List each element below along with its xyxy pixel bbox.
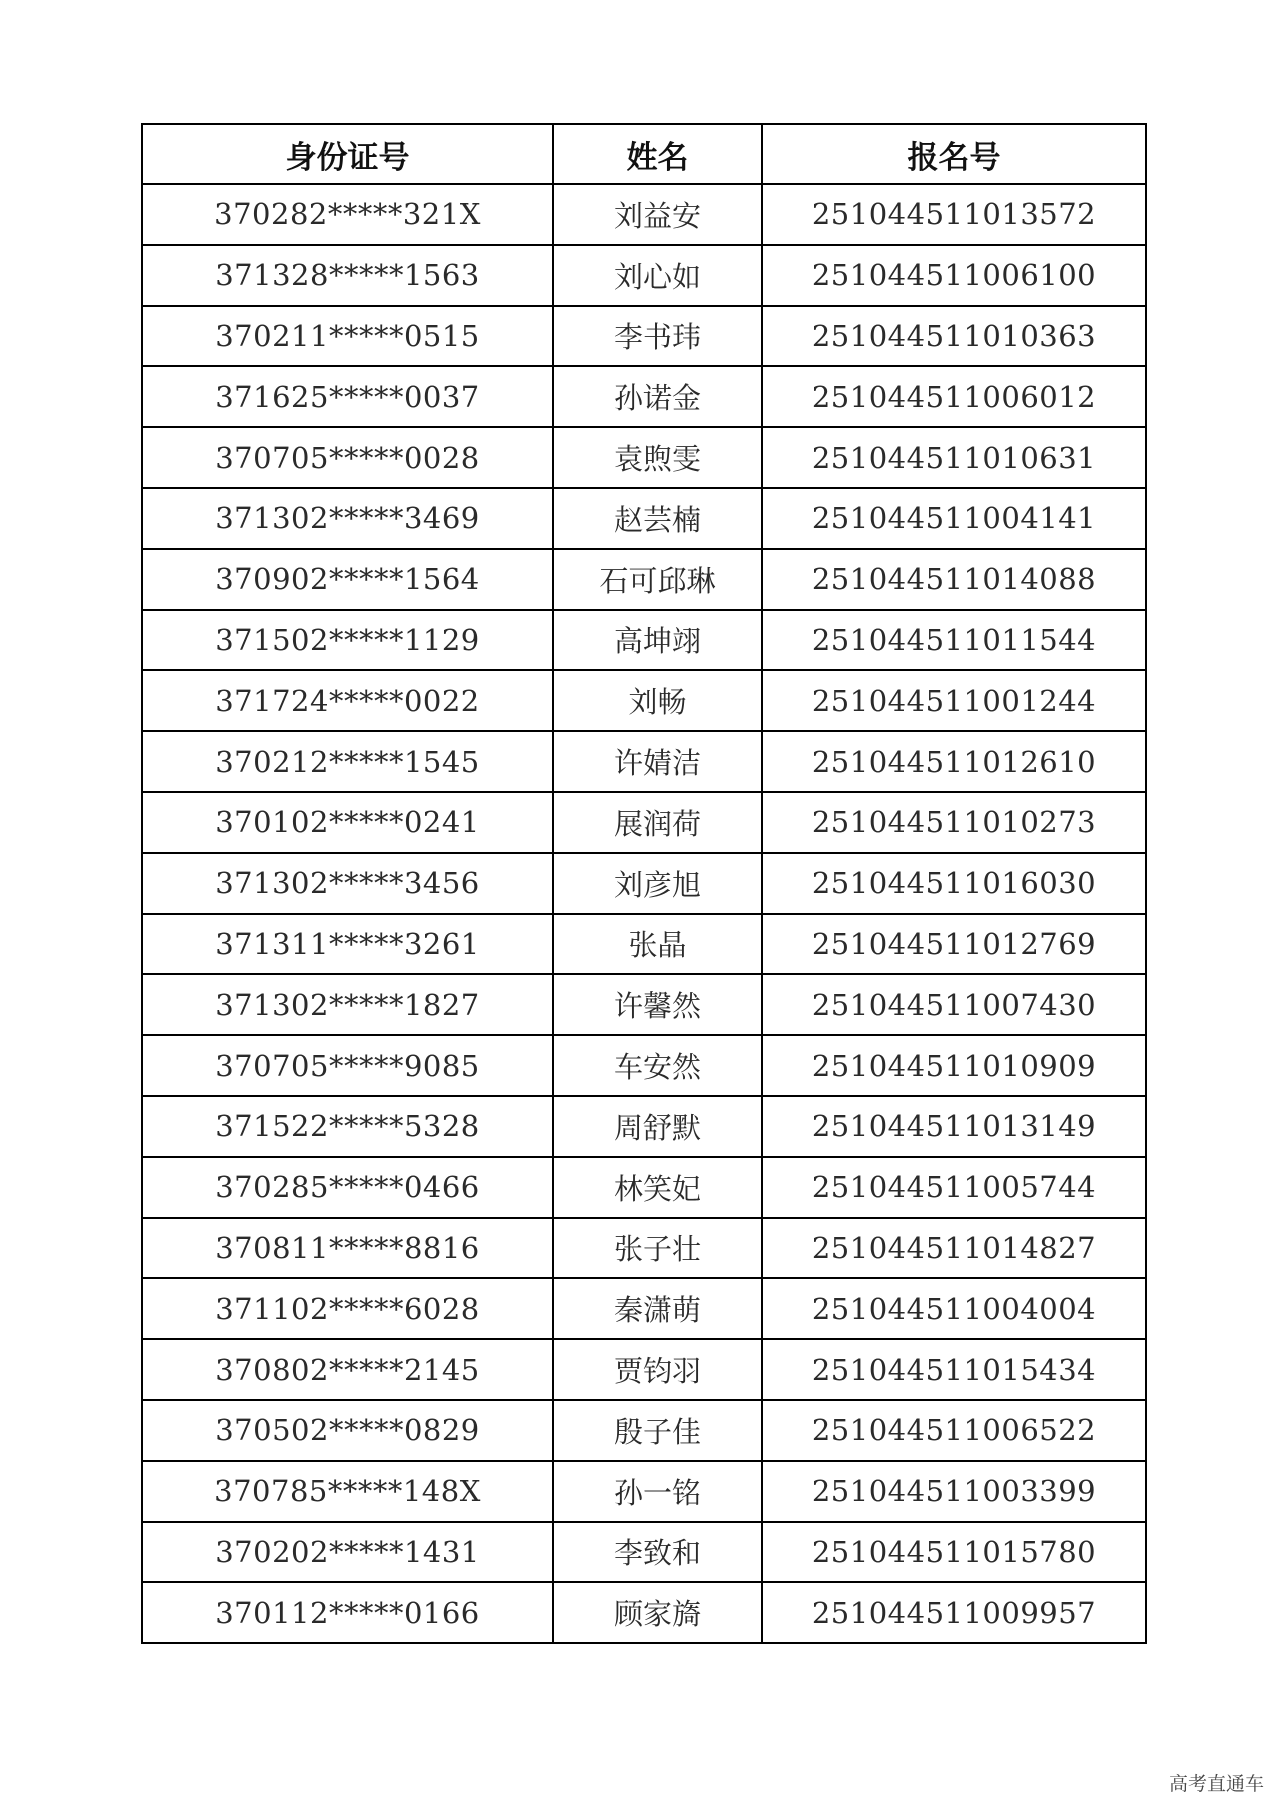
- cell-id-number: 371302*****1827: [142, 974, 553, 1035]
- cell-id-number: 370112*****0166: [142, 1582, 553, 1643]
- cell-id-number: 370202*****1431: [142, 1522, 553, 1583]
- cell-registration-number: 251044511006012: [762, 366, 1146, 427]
- table-row: [142, 1096, 1146, 1157]
- cell-name: 张晶: [553, 914, 762, 975]
- cell-registration-number: 251044511015434: [762, 1339, 1146, 1400]
- table-row: [142, 731, 1146, 792]
- cell-registration-number: 251044511013572: [762, 184, 1146, 245]
- cell-registration-number: 251044511010909: [762, 1035, 1146, 1096]
- cell-name: 刘彦旭: [553, 853, 762, 914]
- cell-registration-number: 251044511015780: [762, 1522, 1146, 1583]
- table-body: [142, 184, 1146, 1643]
- cell-id-number: 371724*****0022: [142, 670, 553, 731]
- cell-name: 张子壮: [553, 1218, 762, 1279]
- table-row: [142, 245, 1146, 306]
- cell-registration-number: 251044511004141: [762, 488, 1146, 549]
- table-row: [142, 792, 1146, 853]
- cell-registration-number: 251044511010363: [762, 306, 1146, 367]
- cell-name: 李书玮: [553, 306, 762, 367]
- cell-id-number: 370212*****1545: [142, 731, 553, 792]
- cell-id-number: 370502*****0829: [142, 1400, 553, 1461]
- table-row: [142, 1400, 1146, 1461]
- cell-id-number: 371302*****3456: [142, 853, 553, 914]
- cell-registration-number: 251044511005744: [762, 1157, 1146, 1218]
- cell-registration-number: 251044511007430: [762, 974, 1146, 1035]
- header-id-number: 身份证号: [142, 124, 553, 184]
- table-row: [142, 306, 1146, 367]
- table-row: [142, 366, 1146, 427]
- cell-name: 车安然: [553, 1035, 762, 1096]
- table-header-row: [142, 124, 1146, 184]
- table-row: [142, 427, 1146, 488]
- cell-name: 周舒默: [553, 1096, 762, 1157]
- cell-id-number: 370285*****0466: [142, 1157, 553, 1218]
- cell-name: 刘益安: [553, 184, 762, 245]
- table-row: [142, 610, 1146, 671]
- cell-id-number: 370802*****2145: [142, 1339, 553, 1400]
- cell-registration-number: 251044511010273: [762, 792, 1146, 853]
- cell-registration-number: 251044511001244: [762, 670, 1146, 731]
- cell-name: 李致和: [553, 1522, 762, 1583]
- header-registration-number: 报名号: [762, 124, 1146, 184]
- cell-name: 赵芸楠: [553, 488, 762, 549]
- cell-name: 林笑妃: [553, 1157, 762, 1218]
- table-row: [142, 974, 1146, 1035]
- cell-registration-number: 251044511003399: [762, 1461, 1146, 1522]
- cell-id-number: 370282*****321X: [142, 184, 553, 245]
- table-row: [142, 1461, 1146, 1522]
- cell-name: 许婧洁: [553, 731, 762, 792]
- cell-id-number: 371311*****3261: [142, 914, 553, 975]
- cell-name: 孙一铭: [553, 1461, 762, 1522]
- table-row: [142, 1522, 1146, 1583]
- cell-id-number: 370705*****0028: [142, 427, 553, 488]
- table-row: [142, 1582, 1146, 1643]
- cell-registration-number: 251044511014827: [762, 1218, 1146, 1279]
- cell-name: 刘畅: [553, 670, 762, 731]
- cell-id-number: 370102*****0241: [142, 792, 553, 853]
- table-row: [142, 1339, 1146, 1400]
- admission-list-table: [141, 123, 1147, 1644]
- cell-registration-number: 251044511012769: [762, 914, 1146, 975]
- cell-name: 石可邱琳: [553, 549, 762, 610]
- cell-registration-number: 251044511013149: [762, 1096, 1146, 1157]
- cell-id-number: 370705*****9085: [142, 1035, 553, 1096]
- cell-name: 高坤翊: [553, 610, 762, 671]
- cell-registration-number: 251044511006522: [762, 1400, 1146, 1461]
- cell-id-number: 371102*****6028: [142, 1278, 553, 1339]
- table-row: [142, 1157, 1146, 1218]
- cell-name: 袁煦雯: [553, 427, 762, 488]
- table-row: [142, 1218, 1146, 1279]
- cell-registration-number: 251044511004004: [762, 1278, 1146, 1339]
- cell-id-number: 370211*****0515: [142, 306, 553, 367]
- table-row: [142, 914, 1146, 975]
- cell-id-number: 371522*****5328: [142, 1096, 553, 1157]
- cell-registration-number: 251044511016030: [762, 853, 1146, 914]
- cell-name: 刘心如: [553, 245, 762, 306]
- cell-name: 孙诺金: [553, 366, 762, 427]
- table-row: [142, 488, 1146, 549]
- cell-registration-number: 251044511006100: [762, 245, 1146, 306]
- cell-name: 许馨然: [553, 974, 762, 1035]
- cell-registration-number: 251044511012610: [762, 731, 1146, 792]
- header-name: 姓名: [553, 124, 762, 184]
- cell-id-number: 371502*****1129: [142, 610, 553, 671]
- table-row: [142, 549, 1146, 610]
- cell-id-number: 370785*****148X: [142, 1461, 553, 1522]
- cell-id-number: 371328*****1563: [142, 245, 553, 306]
- cell-name: 顾家旖: [553, 1582, 762, 1643]
- cell-name: 秦潇萌: [553, 1278, 762, 1339]
- cell-name: 殷子佳: [553, 1400, 762, 1461]
- table-row: [142, 1278, 1146, 1339]
- table-row: [142, 853, 1146, 914]
- cell-name: 展润荷: [553, 792, 762, 853]
- cell-registration-number: 251044511014088: [762, 549, 1146, 610]
- cell-registration-number: 251044511009957: [762, 1582, 1146, 1643]
- table-row: [142, 184, 1146, 245]
- cell-id-number: 370902*****1564: [142, 549, 553, 610]
- watermark-text: 高考直通车: [1168, 1773, 1264, 1795]
- cell-id-number: 371302*****3469: [142, 488, 553, 549]
- cell-name: 贾钧羽: [553, 1339, 762, 1400]
- cell-registration-number: 251044511011544: [762, 610, 1146, 671]
- table-row: [142, 670, 1146, 731]
- cell-registration-number: 251044511010631: [762, 427, 1146, 488]
- cell-id-number: 371625*****0037: [142, 366, 553, 427]
- cell-id-number: 370811*****8816: [142, 1218, 553, 1279]
- table-row: [142, 1035, 1146, 1096]
